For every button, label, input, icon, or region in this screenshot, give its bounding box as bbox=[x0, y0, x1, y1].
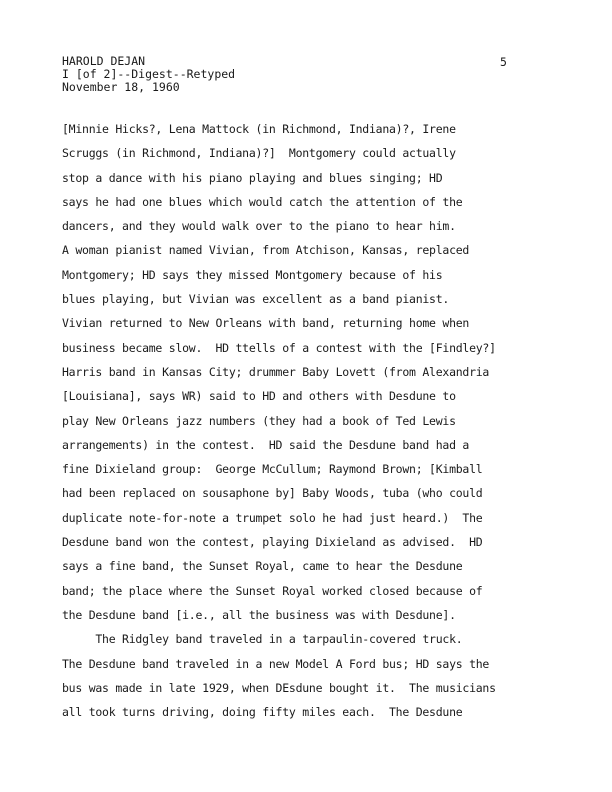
body-text bbox=[62, 117, 602, 724]
text-line: [Louisiana], says WR) said to HD and others with Desdune to bbox=[62, 389, 456, 404]
text-line: duplicate note-for-note a trumpet solo he had just heard.) The bbox=[62, 510, 483, 525]
text-line: [Minnie Hicks?, Lena Mattock (in Richmond, Indiana)?, Irene bbox=[62, 122, 456, 136]
interviewee-name: HAROLD DEJAN bbox=[62, 54, 146, 68]
text-line: Scruggs (in Richmond, Indiana)?] Montgomery could actually bbox=[62, 146, 456, 161]
document-header bbox=[62, 55, 235, 94]
text-line: The Ridgley band traveled in a tarpaulin-covered truck. bbox=[62, 632, 463, 647]
reel-info: I [of 2]--Digest--Retyped bbox=[62, 67, 236, 81]
text-line: all took turns driving, doing fifty miles each. The Desdune bbox=[62, 705, 463, 720]
interview-date: November 18, 1960 bbox=[62, 80, 180, 94]
text-line: the Desdune band [i.e., all the business was with Desdune]. bbox=[62, 607, 456, 622]
text-line: says a fine band, the Sunset Royal, came to hear the Desdune bbox=[62, 559, 463, 574]
text-line: arrangements) in the contest. HD said the Desdune band had a bbox=[62, 437, 470, 452]
text-line: dancers, and they would walk over to the piano to hear him. bbox=[62, 219, 456, 234]
text-line: stop a dance with his piano playing and blues singing; HD bbox=[62, 170, 443, 185]
text-line: A woman pianist named Vivian, from Atchison, Kansas, replaced bbox=[62, 243, 470, 258]
text-line: says he had one blues which would catch the attention of the bbox=[62, 194, 463, 209]
text-line: play New Orleans jazz numbers (they had a book of Ted Lewis bbox=[62, 413, 456, 428]
text-line: Harris band in Kansas City; drummer Baby Lovett (from Alexandria bbox=[62, 364, 490, 379]
page-number: 5 bbox=[500, 55, 507, 69]
text-line: business became slow. HD ttells of a contest with the [Findley?] bbox=[62, 340, 496, 355]
text-line: fine Dixieland group: George McCullum; Raymond Brown; [Kimball bbox=[62, 462, 483, 477]
text-line: blues playing, but Vivian was excellent as a band pianist. bbox=[62, 292, 450, 307]
text-line: had been replaced on sousaphone by] Baby Woods, tuba (who could bbox=[62, 486, 483, 501]
text-line: Desdune band won the contest, playing Dixieland as advised. HD bbox=[62, 535, 483, 550]
text-line: The Desdune band traveled in a new Model A Ford bus; HD says the bbox=[62, 656, 490, 671]
text-line: bus was made in late 1929, when DEsdune bought it. The musicians bbox=[62, 680, 496, 695]
text-line: Vivian returned to New Orleans with band, returning home when bbox=[62, 316, 470, 331]
text-line: Montgomery; HD says they missed Montgomery because of his bbox=[62, 267, 443, 282]
text-line: band; the place where the Sunset Royal worked closed because of bbox=[62, 583, 483, 598]
